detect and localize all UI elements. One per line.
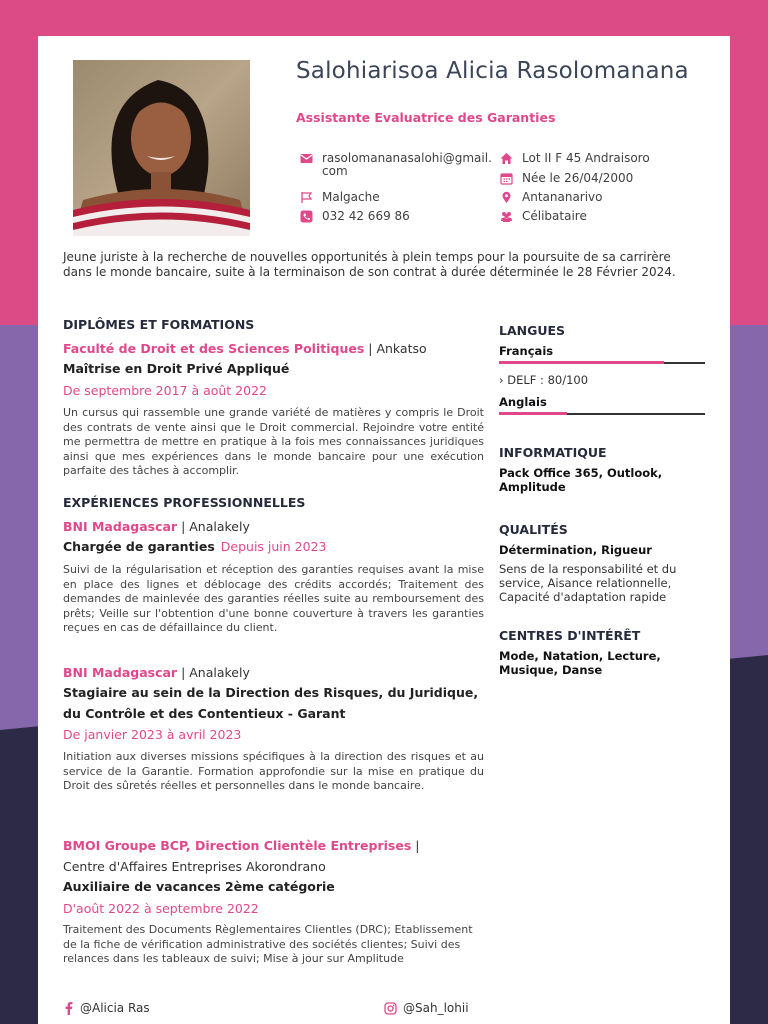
language-1-name: Français	[499, 344, 554, 358]
interests-heading: CENTRES D'INTÉRÊT	[499, 628, 641, 643]
job-1-dates: Depuis juin 2023	[220, 539, 327, 554]
school-location: | Ankatso	[364, 341, 427, 356]
job-title: Assistante Evaluatrice des Garanties	[296, 110, 556, 125]
school-name: Faculté de Droit et des Sciences Politiques	[63, 341, 365, 356]
flag-icon	[300, 191, 313, 204]
job-1-location: | Analakely	[177, 519, 250, 534]
qualities-heading: QUALITÉS	[499, 522, 568, 537]
email-text: rasolomananasalohi@gmail.com	[322, 151, 492, 178]
contact-city	[500, 191, 603, 204]
job-1-company	[63, 519, 250, 534]
language-1-note: › DELF : 80/100	[499, 373, 589, 387]
job-3-company-name: BMOI Groupe BCP, Direction Clientèle Entreprises	[63, 838, 412, 853]
job-2-role: Stagiaire au sein de la Direction des Risques, du Juridique, du Contrôle et des Contentieux - Garant	[63, 685, 479, 721]
job-2-description: Initiation aux diverses missions spécifiques à la direction des risques et au service de la Garantie. Formation approfondie sur la mise en pratique du Droit des sûretés réelles et personnelles dans le monde bancaire.	[63, 750, 484, 792]
job-1-description: Suivi de la régularisation et réception des garanties requises avant la mise en place des lignes et déblocage des crédits accordés; Traitement des demandes de mainlevée des garanties réelles suite au remboursement des prêts; Veille sur l'obtention d'une bonne couverture à travers les garanties reçues en cas de défaillaince du client.	[63, 563, 484, 634]
language-1-level-bar	[499, 362, 705, 364]
languages-heading: LANGUES	[499, 323, 566, 338]
home-icon	[500, 152, 513, 165]
job-3-company	[63, 838, 419, 853]
job-3-location: |	[411, 838, 420, 853]
facebook-icon	[64, 1001, 74, 1015]
profile-summary: Jeune juriste à la recherche de nouvelles opportunités à plein temps pour la poursuite de sa carrirère dans le monde bancaire, suite à la terminaison de son contrat à durée déterminée le 28 Février 2024.	[63, 250, 676, 279]
job-3-role: Auxiliaire de vacances 2ème catégorie	[63, 879, 335, 894]
job-2-location: | Analakely	[177, 665, 250, 680]
experience-heading: EXPÉRIENCES PROFESSIONNELLES	[63, 495, 306, 510]
language-2-level-bar	[499, 413, 705, 415]
city-text: Antananarivo	[522, 190, 603, 204]
contact-status	[500, 210, 587, 223]
job-3-dates: D'août 2022 à septembre 2022	[63, 901, 259, 916]
job-1-role-title: Chargée de garanties	[63, 539, 215, 554]
job-3-description: Traitement des Documents Règlementaires Clientles (DRC); Etablissement de la fiche de vérification administrative des sociétés clientes; Suivi des relances dans les tableaux de suivi; Mise à jour sur Amplitude	[63, 923, 473, 965]
education-degree: Maîtrise en Droit Privé Appliqué	[63, 361, 290, 376]
job-1-company-name: BNI Madagascar	[63, 519, 178, 534]
job-2-dates: De janvier 2023 à avril 2023	[63, 727, 242, 742]
instagram-handle: @Sah_lohii	[403, 1001, 469, 1015]
qualities-bold: Détermination, Rigueur	[499, 543, 652, 557]
job-1-role	[63, 536, 493, 557]
language-2-name: Anglais	[499, 395, 547, 409]
contact-birth	[500, 172, 633, 185]
job-3-location-line: Centre d'Affaires Entreprises Akorondrano	[63, 859, 326, 874]
education-school	[63, 341, 427, 356]
job-2-company-name: BNI Madagascar	[63, 665, 178, 680]
education-heading: DIPLÔMES ET FORMATIONS	[63, 317, 255, 332]
contact-address	[500, 152, 650, 165]
status-text: Célibataire	[522, 209, 587, 223]
address-text: Lot II F 45 Andraisoro	[522, 151, 650, 165]
resume-page	[38, 36, 730, 1024]
nationality-text: Malgache	[322, 190, 380, 204]
computing-heading: INFORMATIQUE	[499, 445, 607, 460]
education-dates: De septembre 2017 à août 2022	[63, 383, 267, 398]
phone-icon	[300, 210, 313, 223]
facebook-link[interactable]	[64, 1001, 150, 1015]
facebook-handle: @Alicia Ras	[80, 1001, 150, 1015]
contact-nationality	[300, 191, 380, 204]
instagram-link[interactable]	[384, 1001, 469, 1015]
profile-photo	[73, 60, 250, 236]
interests-text: Mode, Natation, Lecture, Musique, Danse	[499, 649, 661, 677]
job-2-company	[63, 665, 250, 680]
computing-text: Pack Office 365, Outlook, Amplitude	[499, 466, 663, 494]
education-description: Un cursus qui rassemble une grande variété de matières y compris le Droit des contrats de vente ainsi que le Droit commercial. Rejoindre votre entité me permettra de mettre en pratique à la fois mes connaissances juridiques ainsi que mes expériences dans le monde bancaire pour une exécution parfaite des tâches à accomplir.	[63, 406, 484, 477]
calendar-icon	[500, 172, 513, 185]
map-pin-icon	[500, 191, 513, 204]
language-1-level-fill	[499, 361, 664, 364]
envelope-icon	[300, 152, 313, 165]
birth-text: Née le 26/04/2000	[522, 171, 634, 185]
language-2-level-fill	[499, 412, 567, 415]
phone-text: 032 42 669 86	[322, 209, 410, 223]
candidate-name: Salohiarisoa Alicia Rasolomanana	[296, 58, 689, 84]
contact-email[interactable]	[300, 152, 496, 178]
users-icon	[500, 210, 513, 223]
qualities-text: Sens de la responsabilité et du service, Aisance relationnelle, Capacité d'adaptation rapide	[499, 562, 677, 604]
contact-phone[interactable]	[300, 210, 410, 223]
instagram-icon	[384, 1002, 397, 1015]
